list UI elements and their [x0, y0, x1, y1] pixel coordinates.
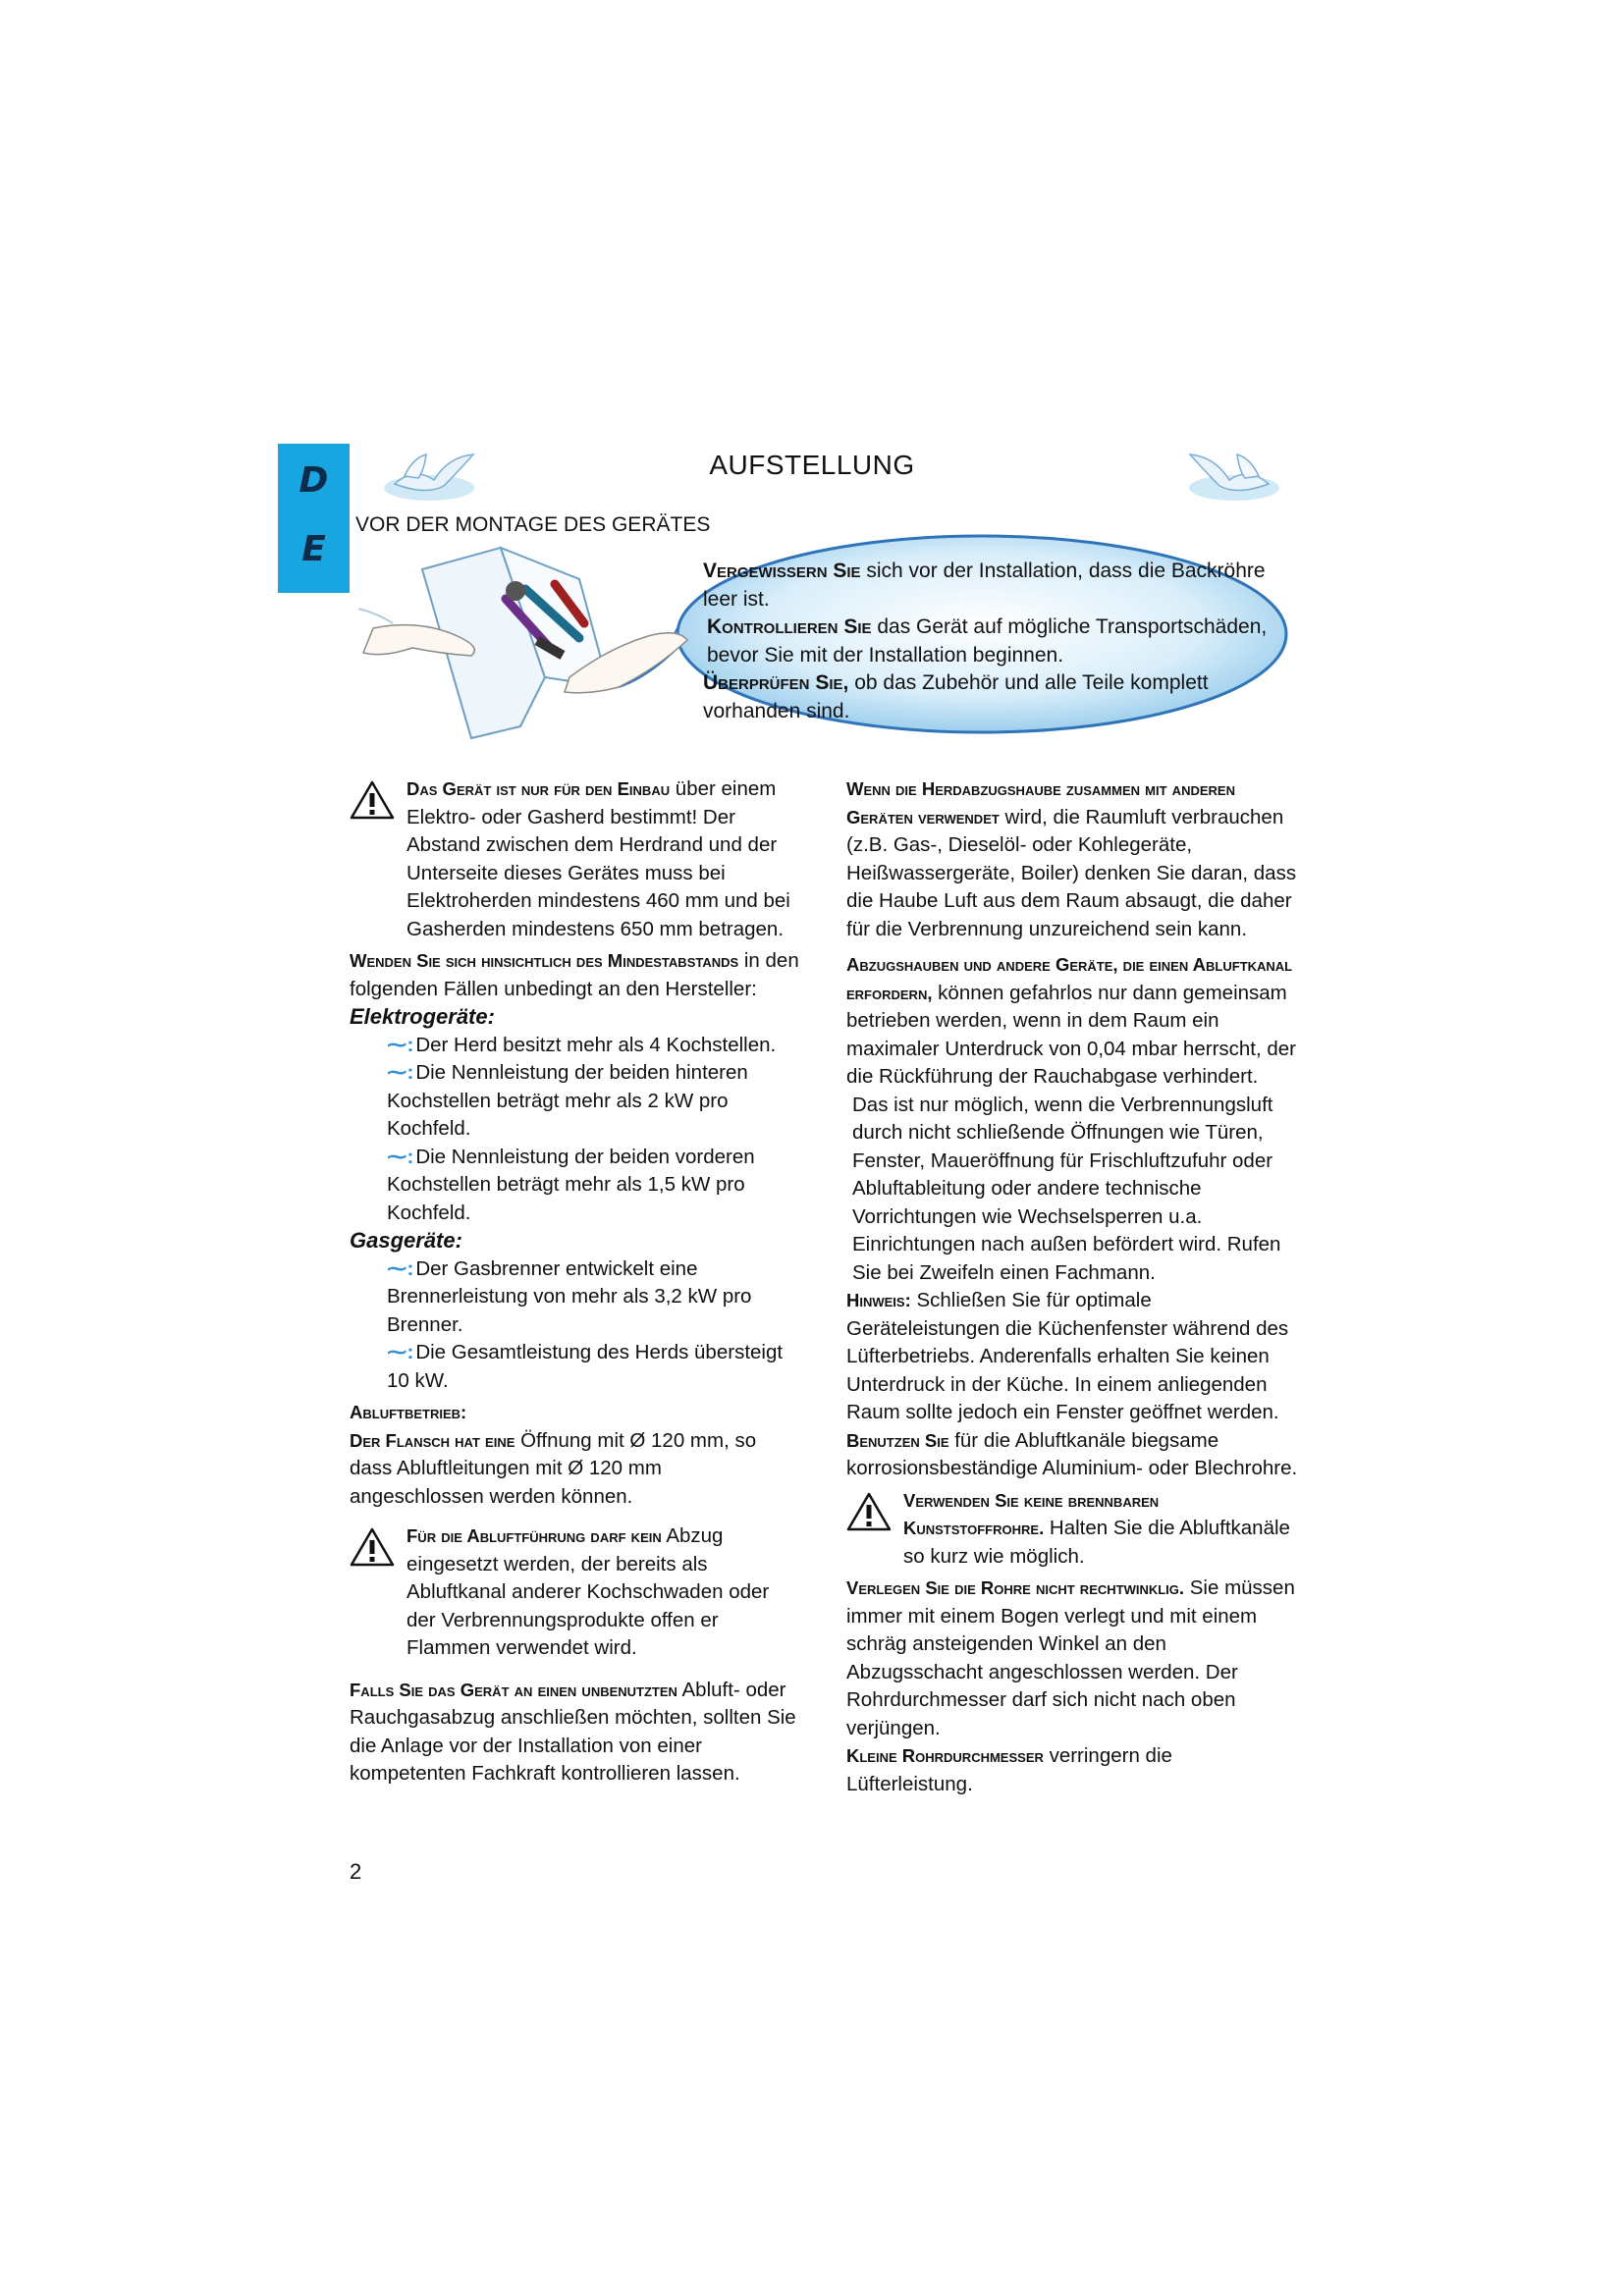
warning-3-text: Halten Sie die Abluftkanäle so kurz wie möglich.: [903, 1517, 1290, 1568]
abluft-lead: Der Flansch hat eine: [350, 1429, 515, 1451]
page-title: AUFSTELLUNG: [709, 450, 915, 480]
right-paragraph-1: [846, 775, 1304, 943]
gas-heading: Gasgeräte:: [350, 1228, 462, 1253]
bullet-icon: ⁓:: [387, 1341, 414, 1363]
elektro-heading: Elektrogeräte:: [350, 1004, 495, 1029]
bubble-paragraph-2: [703, 614, 1292, 669]
warning-icon: [350, 1526, 395, 1568]
bubble-lead-3: Überprüfen Sie,: [703, 671, 849, 694]
warning-1-text: über einem Elektro- oder Gasherd bestimmt! Der Abstand zwischen dem Herdrand und der Unterseite dieses Gerätes muss bei Elektroherden mindestens 460 mm und bei Gasherden mindestens 650 mm betragen.: [406, 777, 790, 940]
warning-block-1: [350, 775, 801, 943]
right-paragraph-7: [846, 1742, 1304, 1798]
bubble-paragraph-1: [703, 558, 1292, 614]
language-letter-2: E: [301, 529, 326, 569]
right-paragraph-2: [846, 951, 1304, 1092]
right-p4-text: Schließen Sie für optimale Geräteleistungen die Küchenfenster während des Lüfterbetriebs. Anderenfalls erhalten Sie keinen Unterdruck in der Küche. In einem anliegenden Raum sollte jedoch ein Fenster geöffnet werden.: [846, 1289, 1289, 1423]
warning-icon: [350, 779, 395, 821]
left-p2-lead: Wenden Sie sich hinsichtlich des Mindestabstands: [350, 950, 739, 971]
elektro-item-text: Der Herd besitzt mehr als 4 Kochstellen.: [415, 1033, 777, 1056]
left-column: [350, 775, 801, 1789]
elektro-item-text: Die Nennleistung der beiden hinteren Kochstellen beträgt mehr als 2 kW pro Kochfeld.: [387, 1061, 748, 1140]
warning-block-3: [846, 1487, 1304, 1572]
right-p6-lead: Verlegen Sie die Rohre nicht rechtwinklig.: [846, 1577, 1185, 1598]
bullet-icon: ⁓:: [387, 1145, 414, 1168]
bubble-lead-2: Kontrollieren Sie: [707, 615, 872, 638]
gas-item-text: Die Gesamtleistung des Herds übersteigt 10 kW.: [387, 1341, 784, 1392]
abluft-text: Öffnung mit Ø 120 mm, so dass Abluftleitungen mit Ø 120 mm angeschlossen werden können.: [350, 1428, 757, 1508]
right-paragraph-5: [846, 1427, 1304, 1483]
gas-item: [387, 1255, 801, 1340]
abluft-heading: Abluftbetrieb:: [350, 1402, 467, 1422]
warning-2-lead: Für die Abluftführung darf kein: [406, 1525, 662, 1546]
right-paragraph-4: [846, 1287, 1304, 1427]
right-p4-lead: Hinweis:: [846, 1290, 911, 1310]
right-p2-text: können gefahrlos nur dann gemeinsam betrieben werden, wenn in dem Raum ein maximaler Unterdruck von 0,04 mbar herrscht, der die Rückführung der Rauchabgase verhindert.: [846, 981, 1297, 1088]
elektro-item: [387, 1059, 801, 1144]
right-column: [846, 775, 1304, 1798]
section-subtitle: VOR DER MONTAGE DES GERÄTES: [355, 513, 711, 536]
right-p5-text: für die Abluftkanäle biegsame korrosionsbeständige Aluminium- oder Blechrohre.: [846, 1428, 1298, 1479]
abluft-paragraph: [350, 1427, 801, 1512]
gas-item: [387, 1339, 801, 1395]
left-last-text: Abluft- oder Rauchgasabzug anschließen möchten, sollten Sie die Anlage vor der Installation von einer kompetenten Fachkraft kontrollieren lassen.: [350, 1678, 796, 1785]
bubble-text-3: ob das Zubehör und alle Teile komplett vorhanden sind.: [703, 671, 1209, 722]
bullet-icon: ⁓:: [387, 1256, 414, 1280]
right-paragraph-3: Das ist nur möglich, wenn die Verbrennungsluft durch nicht schließende Öffnungen wie Türen, Fenster, Maueröffnung für Frischluftzufuhr oder Abluftableitung oder andere technische Vorrichtungen wie Wechselsperren u.a. Einrichtungen nach außen befördert wird. Rufen Sie bei Zweifeln einen Fachmann.: [852, 1093, 1281, 1284]
elektro-item-text: Die Nennleistung der beiden vorderen Kochstellen beträgt mehr als 1,5 kW pro Kochfeld.: [387, 1145, 755, 1224]
right-paragraph-6: [846, 1575, 1304, 1742]
elektro-list: [350, 1032, 801, 1228]
bullet-icon: ⁓:: [387, 1033, 414, 1056]
warning-2-text: Abzug eingesetzt werden, der bereits als Abluftkanal anderer Kochschwaden oder der Verbrennungsprodukte offen er Flammen verwendet wird.: [406, 1524, 770, 1659]
left-last-lead: Falls Sie das Gerät an einen unbenutzten: [350, 1679, 677, 1700]
bubble-text: [703, 558, 1292, 725]
warning-3-lead: Verwenden Sie keine brennbaren Kunststoffrohre.: [903, 1489, 1160, 1538]
gas-list: [350, 1255, 801, 1396]
bubble-lead-1: Vergewissern Sie: [703, 560, 861, 582]
bubble-text-1: sich vor der Installation, dass die Backröhre leer ist.: [703, 560, 1266, 611]
gas-item-text: Der Gasbrenner entwickelt eine Brennerleistung von mehr als 3,2 kW pro Brenner.: [387, 1256, 752, 1336]
right-p1-lead: Wenn die Herdabzugshaube zusammen mit anderen Geräten verwendet: [846, 778, 1235, 828]
left-last-paragraph: [350, 1677, 801, 1789]
bullet-icon: ⁓:: [387, 1061, 414, 1084]
bubble-text-2: das Gerät auf mögliche Transportschäden, bevor Sie mit der Installation beginnen.: [707, 615, 1268, 667]
elektro-item: [387, 1032, 801, 1060]
right-p2-lead: Abzugshauben und andere Geräte, die einen Abluftkanal erfordern,: [846, 954, 1293, 1003]
warning-1-lead: Das Gerät ist nur für den Einbau: [406, 778, 671, 799]
elektro-item: [387, 1144, 801, 1228]
language-letter-1: D: [298, 460, 329, 501]
right-p7-lead: Kleine Rohrdurchmesser: [846, 1745, 1044, 1766]
warning-block-2: [350, 1522, 801, 1663]
right-p5-lead: Benutzen Sie: [846, 1429, 949, 1451]
right-p7-text: verringern die Lüfterleistung.: [846, 1744, 1172, 1795]
left-p2-text: in den folgenden Fällen unbedingt an den Hersteller:: [350, 949, 799, 1000]
warning-icon: [846, 1491, 892, 1532]
right-p1-text: wird, die Raumluft verbrauchen (z.B. Gas-, Dieselöl- oder Kohlegeräte, Heißwassergeräte, Boiler) denken Sie daran, dass die Haube Luft aus dem Raum absaugt, die daher für die Verbrennung unzureichend sein kann.: [846, 805, 1297, 940]
left-paragraph-2: [350, 947, 801, 1003]
right-p6-text: Sie müssen immer mit einem Bogen verlegt und mit einem schräg ansteigenden Winkel an den Abzugsschacht angeschlossen werden. Der Rohrdurchmesser darf sich nicht nach oben verjüngen.: [846, 1576, 1295, 1739]
page-number: 2: [350, 1859, 362, 1884]
bubble-paragraph-3: [703, 669, 1292, 725]
